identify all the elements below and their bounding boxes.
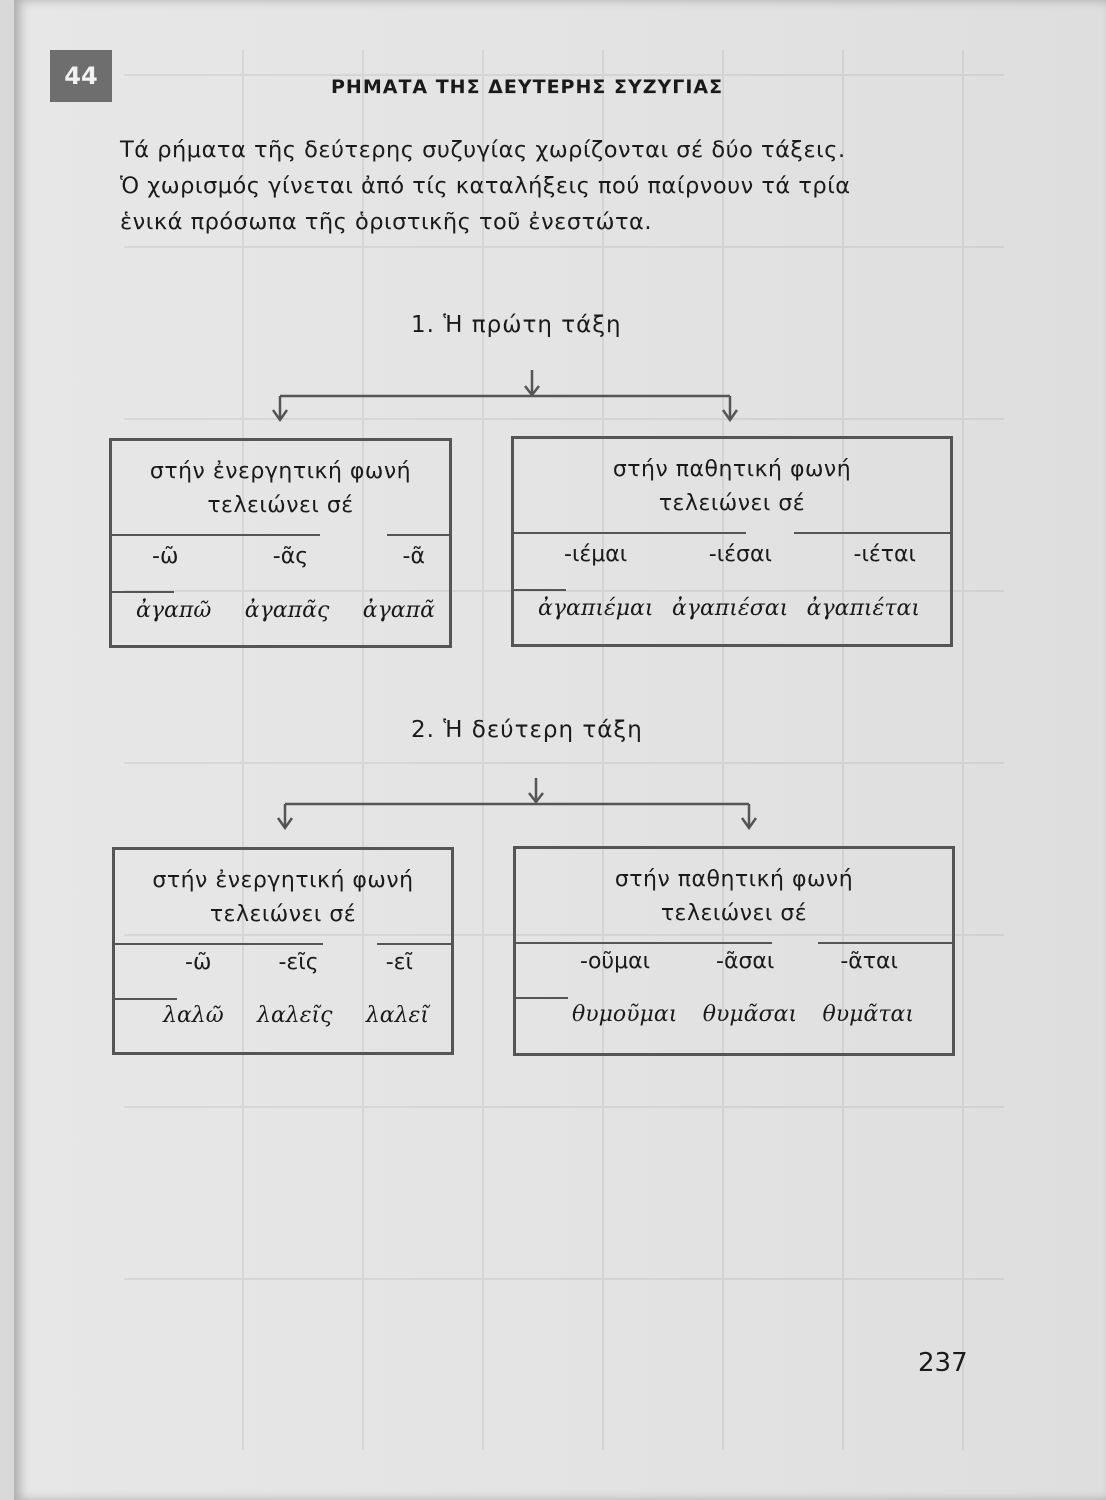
verb-form: ἀγαπιέμαι (538, 596, 654, 621)
forms-row (115, 1003, 451, 1028)
divider (115, 943, 323, 945)
divider (387, 534, 449, 536)
class-1-active-box (109, 438, 452, 648)
divider (115, 998, 177, 1000)
forms-row (514, 596, 950, 621)
book-page (14, 0, 1106, 1500)
forms-row (112, 598, 449, 623)
ending: -ιέσαι (708, 542, 772, 567)
box-title-line: στήν ἐνεργητική φωνή (152, 868, 414, 893)
ending: -ιέται (853, 542, 916, 567)
class-2-active-box (112, 847, 454, 1055)
page-badge: 44 (50, 50, 112, 102)
ending: -ιέμαι (564, 542, 628, 567)
ending: -οῦμαι (580, 949, 651, 974)
ending: -ῶ (152, 544, 179, 569)
intro-line: Ὁ χωρισμός γίνεται ἀπό τίς καταλήξεις πού παίρνουν τά τρία (120, 173, 851, 199)
class-1-passive-box (511, 436, 953, 647)
verb-form: λαλεῖς (257, 1003, 333, 1028)
verb-form: θυμοῦμαι (572, 1002, 678, 1027)
verb-form: ἀγαπᾶ (362, 598, 435, 623)
endings-row (115, 950, 451, 975)
box-title-line: τελειώνει σέ (207, 493, 354, 518)
verb-form: ἀγαπῶ (136, 598, 212, 623)
endings-row (514, 542, 950, 567)
verb-form: ἀγαπιέσαι (671, 596, 789, 621)
ending: -ᾶς (272, 544, 309, 569)
page-number: 237 (918, 1348, 968, 1378)
box-title-line: τελειώνει σέ (660, 901, 808, 926)
endings-row (112, 544, 449, 569)
class-2-title: 2. Ἡ δεύτερη τάξη (411, 717, 643, 743)
box-title-line: στήν παθητική φωνή (612, 457, 852, 482)
ending: -ᾶσαι (716, 949, 775, 974)
divider (112, 591, 174, 593)
box-title-line: τελειώνει σέ (658, 491, 806, 516)
ending: -εῖ (385, 950, 413, 975)
intro-line: ἑνικά πρόσωπα τῆς ὁριστικῆς τοῦ ἐνεστώτα. (120, 209, 652, 235)
divider (818, 942, 952, 944)
page-heading: ΡΗΜΑΤΑ ΤΗΣ ΔΕΥΤΕΡΗΣ ΣΥΖΥΓΙΑΣ (331, 76, 724, 98)
ending: -ᾶ (402, 544, 425, 569)
box-title-line: στήν ἐνεργητική φωνή (149, 459, 412, 484)
box-title (516, 863, 952, 931)
class-2-passive-box (513, 846, 955, 1056)
verb-form: λαλεῖ (365, 1003, 429, 1028)
intro-line: Τά ρήματα τῆς δεύτερης συζυγίας χωρίζονται σέ δύο τάξεις. (120, 137, 846, 163)
box-title (112, 455, 449, 523)
divider (516, 942, 772, 944)
divider (377, 943, 451, 945)
box-title (514, 453, 950, 521)
ending: -ῶ (185, 950, 212, 975)
divider (514, 532, 746, 534)
box-title (115, 864, 451, 932)
ending: -ᾶται (840, 949, 898, 974)
divider (514, 589, 566, 591)
verb-form: θυμᾶσαι (702, 1002, 798, 1027)
endings-row (516, 949, 952, 974)
verb-form: θυμᾶται (822, 1002, 914, 1027)
intro-paragraph (120, 132, 980, 240)
box-title-line: στήν παθητική φωνή (614, 867, 854, 892)
divider (112, 534, 320, 536)
ending: -εῖς (278, 950, 319, 975)
show-through-texture (124, 50, 1004, 1450)
verb-form: ἀγαπιέται (806, 596, 920, 621)
verb-form: ἀγαπᾶς (244, 598, 330, 623)
divider (794, 532, 950, 534)
verb-form: λαλῶ (163, 1003, 224, 1028)
class-1-title: 1. Ἡ πρώτη τάξη (411, 312, 622, 338)
box-title-line: τελειώνει σέ (209, 902, 357, 927)
divider (516, 997, 568, 999)
forms-row (516, 1002, 952, 1027)
